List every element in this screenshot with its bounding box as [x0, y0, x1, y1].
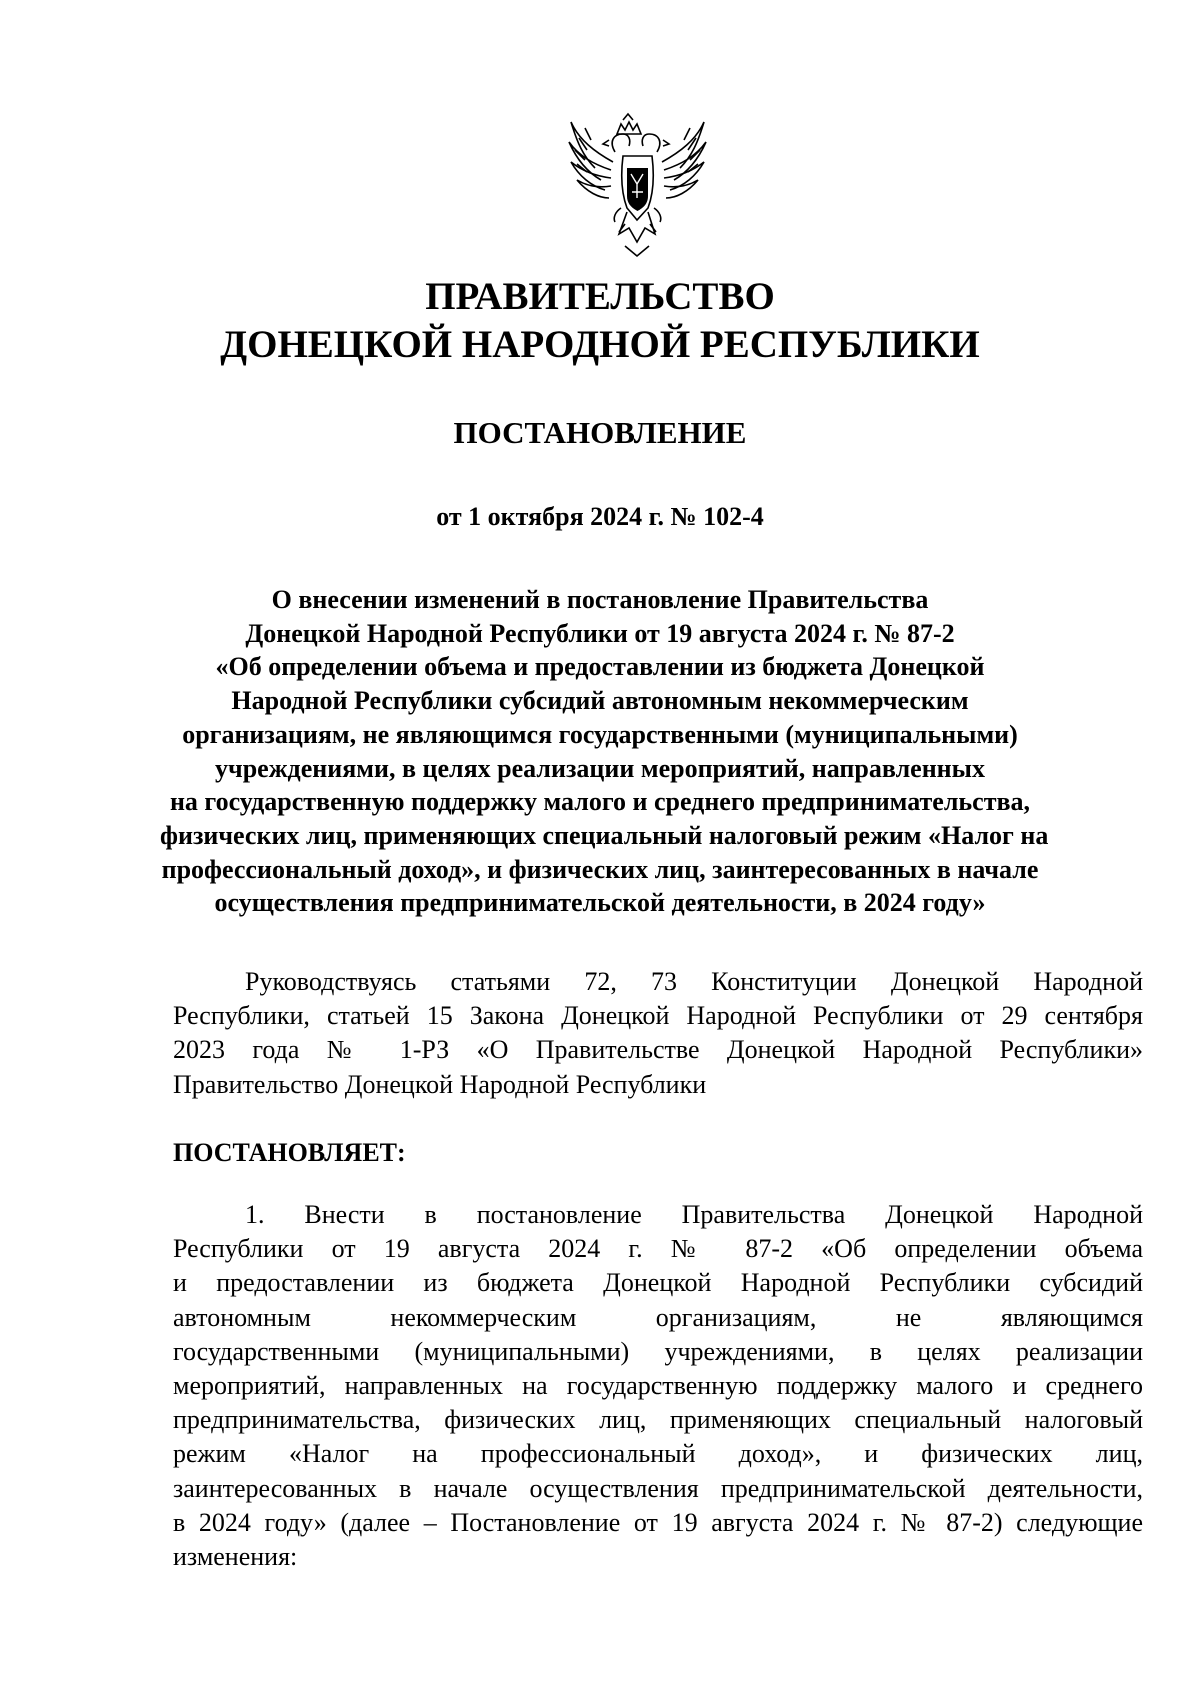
subject-line: осуществления предпринимательской деятельности, в 2024 году» [214, 888, 986, 918]
preamble-line: Правительство Донецкой Народной Республики [173, 1069, 707, 1099]
government-title-line1: ПРАВИТЕЛЬСТВО [425, 275, 775, 318]
item-1-line: Республики от 19 августа 2024 г. № 87-2 «Об определении объема [173, 1234, 1143, 1264]
government-title-line2: ДОНЕЦКОЙ НАРОДНОЙ РЕСПУБЛИКИ [220, 323, 980, 366]
document-subject [160, 583, 1049, 920]
subject-line: О внесении изменений в постановление Правительства [271, 585, 929, 614]
document-type: ПОСТАНОВЛЕНИЕ [453, 415, 747, 450]
item-1-line: государственными (муниципальными) учреждениями, в целях реализации [173, 1336, 1143, 1366]
coat-of-arms-icon [565, 112, 710, 262]
resolves-heading: ПОСТАНОВЛЯЕТ: [173, 1138, 406, 1167]
government-title [0, 273, 1200, 369]
preamble-line: Республики, статьей 15 Закона Донецкой Народной Республики от 29 сентября [173, 1001, 1143, 1031]
subject-line: Донецкой Народной Республики от 19 августа 2024 г. № 87-2 [245, 618, 955, 648]
subject-line: профессиональный доход», и физических лиц, заинтересованных в начале [161, 854, 1039, 884]
subject-line: физических лиц, применяющих специальный налоговый режим «Налог на [160, 820, 1049, 850]
subject-line: «Об определении объема и предоставлении из бюджета Донецкой [215, 652, 985, 682]
item-1-line: мероприятий, направленных на государственную поддержку малого и среднего [173, 1371, 1143, 1401]
item-1-line: изменения: [173, 1542, 298, 1572]
item-1-line: заинтересованных в начале осуществления предпринимательской деятельности, [173, 1473, 1143, 1503]
subject-line: учреждениями, в целях реализации мероприятий, направленных [215, 753, 985, 783]
subject-line: организациям, не являющимся государственными (муниципальными) [182, 719, 1018, 749]
item-1-line: автономным некоммерческим организациям, не являющимся [173, 1302, 1143, 1332]
item-1-line: в 2024 году» (далее – Постановление от 19 августа 2024 г. № 87-2) следующие [173, 1507, 1143, 1537]
item-1-line: и предоставлении из бюджета Донецкой Народной Республики субсидий [173, 1268, 1143, 1298]
document-date-number: от 1 октября 2024 г. № 102-4 [436, 502, 764, 531]
preamble-line: 2023 года № 1-РЗ «О Правительстве Донецкой Народной Республики» [173, 1035, 1143, 1065]
preamble-paragraph [173, 965, 1143, 1102]
item-1-paragraph [173, 1198, 1143, 1574]
item-1-line: режим «Налог на профессиональный доход», и физических лиц, [173, 1439, 1143, 1469]
item-1-line: 1. Внести в постановление Правительства Донецкой Народной [245, 1200, 1143, 1229]
preamble-line: Руководствуясь статьями 72, 73 Конституции Донецкой Народной [245, 967, 1143, 996]
item-1-line: предпринимательства, физических лиц, применяющих специальный налоговый [173, 1405, 1143, 1435]
subject-line: Народной Республики субсидий автономным некоммерческим [231, 686, 969, 716]
subject-line: на государственную поддержку малого и среднего предпринимательства, [169, 787, 1031, 817]
